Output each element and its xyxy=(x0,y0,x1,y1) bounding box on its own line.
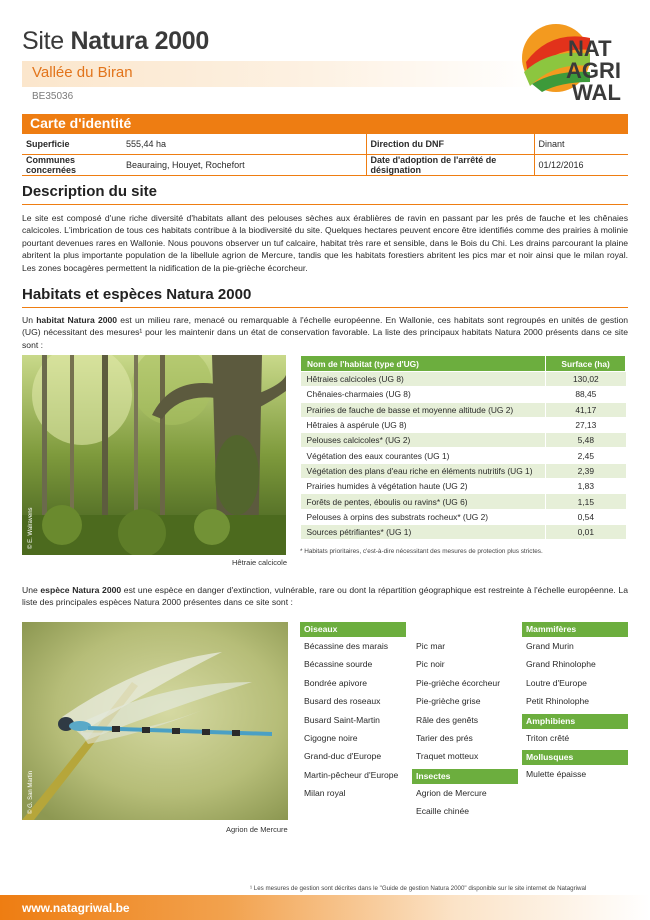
species-item: Triton crêté xyxy=(526,732,570,743)
species-item: Petit Rhinolophe xyxy=(526,696,590,707)
habitat-row xyxy=(301,433,626,448)
species-item: Busard Saint-Martin xyxy=(304,714,380,725)
species-item: Ecaille chinée xyxy=(416,806,470,817)
species-column-1 xyxy=(300,622,406,806)
species-item: Pie-grièche écorcheur xyxy=(416,677,501,688)
habitat-name: Hêtraies à aspérule (UG 8) xyxy=(301,417,546,432)
habitat-area: 2,45 xyxy=(546,448,626,463)
habitat-area: 1,15 xyxy=(546,494,626,509)
dragonfly-photo xyxy=(22,622,288,820)
identity-section-bar xyxy=(22,114,628,134)
habitat-name: Végétation des plans d'eau riche en éléments nutritifs (UG 1) xyxy=(301,463,546,478)
natagriwal-logo xyxy=(520,20,632,110)
identity-row: Superficie 555,44 ha Direction du DNF Dinant xyxy=(22,134,628,154)
habitat-row xyxy=(301,448,626,463)
habitat-row xyxy=(301,402,626,417)
species-item: Pic mar xyxy=(416,641,446,651)
species-group-header: Mollusques xyxy=(522,750,628,765)
species-item: Pie-grièche grise xyxy=(416,696,481,707)
habitat-name: Hêtraies calcicoles (UG 8) xyxy=(301,372,546,387)
species-item: Bécassine des marais xyxy=(304,641,389,651)
species-item: Milan royal xyxy=(304,788,346,799)
footer-band xyxy=(0,895,650,920)
habitats-heading: Habitats et espèces Natura 2000 xyxy=(22,286,252,303)
habitats-divider xyxy=(22,307,628,308)
habitat-area: 2,39 xyxy=(546,463,626,478)
habitat-row xyxy=(301,494,626,509)
forest-photo-caption: Hêtraie calcicole xyxy=(232,558,288,567)
description-divider xyxy=(22,204,628,205)
species-item: Agrion de Mercure xyxy=(416,787,487,798)
habitat-name: Sources pétrifiantes* (UG 1) xyxy=(301,524,546,539)
habitat-row xyxy=(301,509,626,524)
species-intro: Une espèce Natura 2000 est une espèce en danger d'extinction, vulnérable, rare ou dont la répartition géographique est restreinte à l'échelle européenne. La liste des principales espèces Natura 2000 présentes dans ce site sont : xyxy=(22,585,628,608)
species-item: Grand Rhinolophe xyxy=(526,659,596,670)
forest-photo xyxy=(22,355,286,555)
habitat-row xyxy=(301,387,626,402)
site-code: BE35036 xyxy=(32,91,74,102)
habitat-area: 0,01 xyxy=(546,524,626,539)
habitat-area: 5,48 xyxy=(546,433,626,448)
species-item: Cigogne noire xyxy=(304,732,358,743)
species-group-spacer xyxy=(412,622,518,640)
habitats-table-body xyxy=(301,372,626,540)
identity-table xyxy=(22,134,628,176)
description-heading: Description du site xyxy=(22,183,158,200)
site-name: Vallée du Biran xyxy=(32,64,133,81)
habitat-area: 88,45 xyxy=(546,387,626,402)
habitat-area: 1,83 xyxy=(546,479,626,494)
habitat-row xyxy=(301,463,626,478)
identity-row: Communes concernées Beauraing, Houyet, Rochefort Date d'adoption de l'arrêté de désignation 01/12/2016 xyxy=(22,154,628,175)
footer-url[interactable]: www.natagriwal.be xyxy=(22,901,130,915)
habitat-name: Végétation des eaux courantes (UG 1) xyxy=(301,448,546,463)
logo-line-2: AGRI xyxy=(566,58,621,83)
species-item: Bondrée apivore xyxy=(304,677,368,688)
habitat-name: Pelouses à orpins des substrats rocheux* (UG 2) xyxy=(301,509,546,524)
habitat-area-header: Surface (ha) xyxy=(546,356,626,372)
dragonfly-photo-caption: Agrion de Mercure xyxy=(226,825,288,834)
habitat-area: 0,54 xyxy=(546,509,626,524)
habitat-row xyxy=(301,417,626,432)
habitat-name-header: Nom de l'habitat (type d'UG) xyxy=(301,356,546,372)
habitats-intro: Un habitat Natura 2000 est un milieu rare, menacé ou remarquable à l'échelle européenne. En Wallonie, ces habitats sont regroupés en unités de gestion (UG) nécessitant des mesures¹ pour les maintenir dans un état de conservation favorable. La liste des principaux habitats Natura 2000 présents dans ce site sont : xyxy=(22,315,629,350)
species-item: Grand Murin xyxy=(526,641,574,651)
habitats-note: * Habitats prioritaires, c'est-à-dire nécessitant des mesures de protection plus strictes. xyxy=(300,548,543,555)
habitats-table xyxy=(300,355,626,540)
species-group-header: Mammifères xyxy=(522,622,628,637)
species-item: Bécassine sourde xyxy=(304,659,373,670)
dragonfly-photo-credit: © G. San Martin xyxy=(28,770,34,814)
identity-title: Carte d'identité xyxy=(30,115,132,131)
species-item: Râle des genêts xyxy=(416,714,479,725)
description-text: Le site est composé d'une riche diversité d'habitats allant des pelouses sèches aux érablières de ravin en passant par les prés de fauche et les chênaies calcicoles. L'imbrication de tous ces habitats contribue à la biodiversité du site. Quelques hectares peuvent encore être identifiés comme des prairies à molinie pourtant devenues rares en Wallonie. Nous pouvons observer un tuf calcaire, habitat très rare et sensible, dans le Bois du Chi. Les drains parcourant la plaine abritent la plus importante population de la libellule agrion de Mercure, tandis que les habitats forestiers abritent les pics mar et noir ainsi que le milan royal. Les zones bocagères permettent la nidification de la pie-grièche écorcheur. xyxy=(22,213,628,273)
species-item: Grand-duc d'Europe xyxy=(304,751,382,762)
habitat-row xyxy=(301,479,626,494)
species-item: Mulette épaisse xyxy=(526,768,587,779)
logo-line-1: NAT xyxy=(568,36,612,61)
species-item: Pic noir xyxy=(416,659,445,670)
habitat-name: Chênaies-charmaies (UG 8) xyxy=(301,387,546,402)
species-item: Martin-pêcheur d'Europe xyxy=(304,769,399,780)
habitat-name: Prairies de fauche de basse et moyenne altitude (UG 2) xyxy=(301,402,546,417)
habitat-row xyxy=(301,372,626,387)
species-column-3 xyxy=(522,622,628,786)
habitat-name: Prairies humides à végétation haute (UG 2) xyxy=(301,479,546,494)
habitat-row xyxy=(301,524,626,539)
habitat-area: 130,02 xyxy=(546,372,626,387)
habitat-name: Pelouses calcicoles* (UG 2) xyxy=(301,433,546,448)
footnote: ¹ Les mesures de gestion sont décrites dans le "Guide de gestion Natura 2000" disponible sur le site internet de Natagriwal xyxy=(250,885,587,892)
forest-photo-credit: © E. Walravens xyxy=(28,507,34,549)
habitat-area: 27,13 xyxy=(546,417,626,432)
page-title: Site Natura 2000 xyxy=(22,27,209,55)
species-group-header: Oiseaux xyxy=(300,622,406,637)
logo-line-3: WAL xyxy=(572,80,621,105)
species-item: Tarier des prés xyxy=(416,732,473,743)
species-item: Traquet motteux xyxy=(416,751,479,762)
species-group-header: Amphibiens xyxy=(522,714,628,729)
species-column-2 xyxy=(412,622,518,824)
species-group-header: Insectes xyxy=(412,769,518,784)
species-item: Busard des roseaux xyxy=(304,696,381,707)
species-item: Loutre d'Europe xyxy=(526,677,587,688)
habitat-area: 41,17 xyxy=(546,402,626,417)
habitat-name: Forêts de pentes, éboulis ou ravins* (UG 6) xyxy=(301,494,546,509)
